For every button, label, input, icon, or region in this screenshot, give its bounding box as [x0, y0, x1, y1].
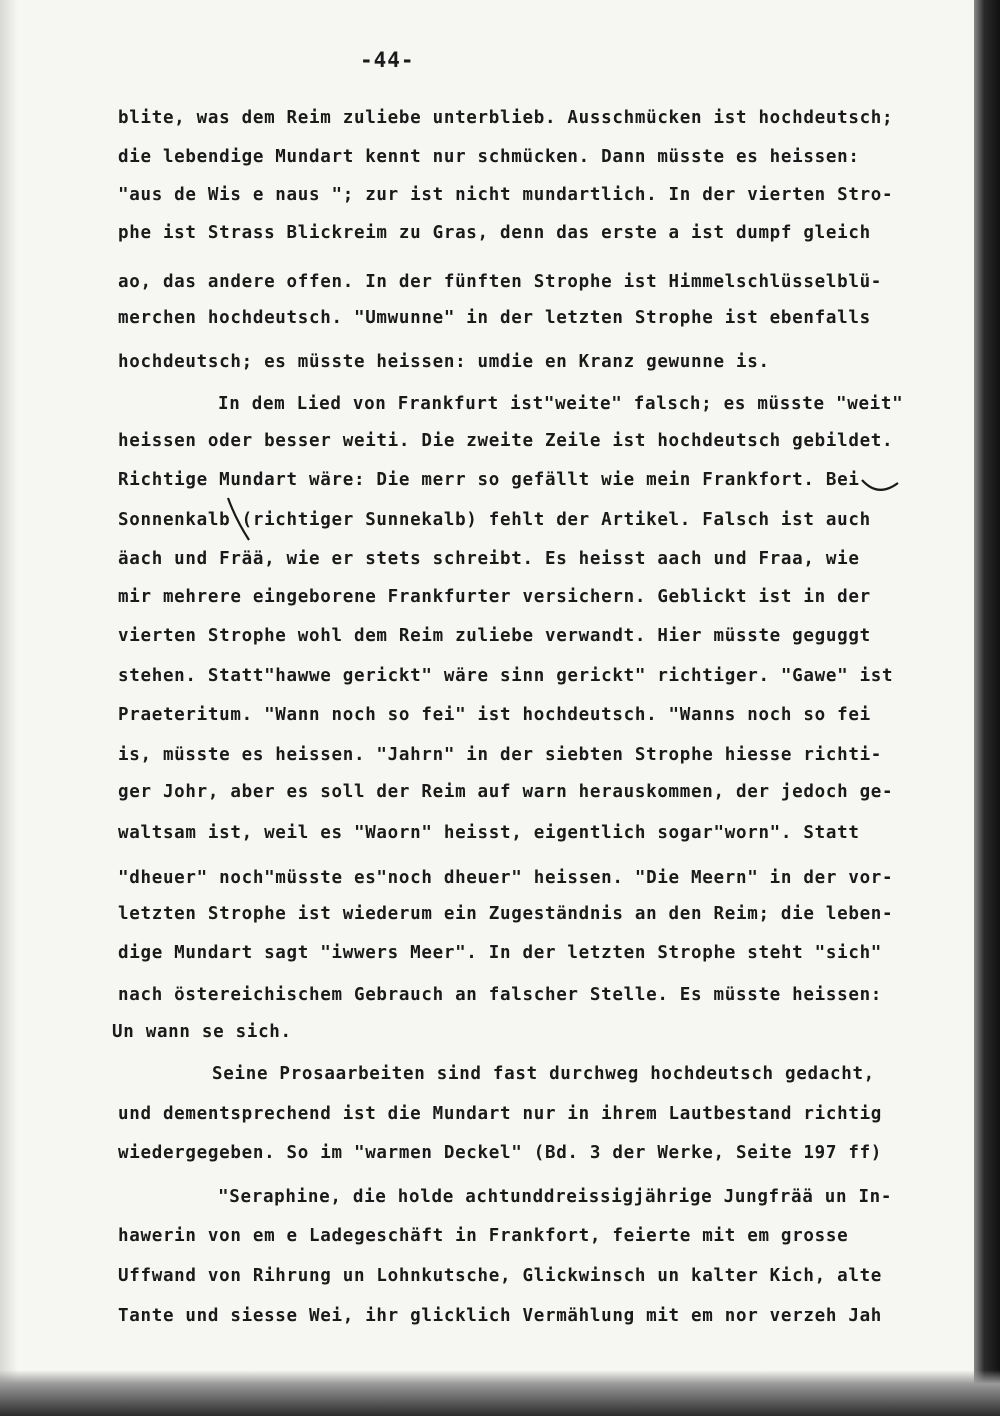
- text-line: is, müsste es heissen. "Jahrn" in der siebten Strophe hiesse richti-: [118, 745, 883, 765]
- text-line: blite, was dem Reim zuliebe unterblieb. Ausschmücken ist hochdeutsch;: [118, 108, 894, 128]
- text-line: In dem Lied von Frankfurt ist"weite" falsch; es müsste "weit": [218, 394, 904, 414]
- text-line: äach und Frää, wie er stets schreibt. Es heisst aach und Fraa, wie: [118, 549, 860, 569]
- text-line: die lebendige Mundart kennt nur schmücken. Dann müsste es heissen:: [118, 147, 860, 167]
- text-line: "Seraphine, die holde achtunddreissigjährige Jungfrää un In-: [218, 1187, 893, 1207]
- text-line: Richtige Mundart wäre: Die merr so gefällt wie mein Frankfort. Bei: [118, 470, 860, 490]
- text-line: Tante und siesse Wei, ihr glicklich Vermählung mit em nor verzeh Jah: [118, 1306, 883, 1326]
- text-line: letzten Strophe ist wiederum ein Zugeständnis an den Reim; die leben-: [118, 904, 894, 924]
- page-number: -44-: [360, 48, 415, 72]
- text-line: phe ist Strass Blickreim zu Gras, denn das erste a ist dumpf gleich: [118, 223, 871, 243]
- text-line: wiedergegeben. So im "warmen Deckel" (Bd. 3 der Werke, Seite 197 ff): [118, 1143, 883, 1163]
- text-line: Un wann se sich.: [112, 1022, 292, 1042]
- text-line: "dheuer" noch"müsste es"noch dheuer" heissen. "Die Meern" in der vor-: [118, 868, 894, 888]
- text-line: nach östereichischem Gebrauch an falscher Stelle. Es müsste heissen:: [118, 985, 883, 1005]
- text-line: ger Johr, aber es soll der Reim auf warn herauskommen, der jedoch ge-: [118, 782, 894, 802]
- text-line: ao, das andere offen. In der fünften Strophe ist Himmelschlüsselblü-: [118, 272, 883, 292]
- text-line: Praeteritum. "Wann noch so fei" ist hochdeutsch. "Wanns noch so fei: [118, 705, 871, 725]
- text-line: heissen oder besser weiti. Die zweite Zeile ist hochdeutsch gebildet.: [118, 431, 894, 451]
- text-line: mir mehrere eingeborene Frankfurter versichern. Geblickt ist in der: [118, 587, 871, 607]
- text-line: Uffwand von Rihrung un Lohnkutsche, Glickwinsch un kalter Kich, alte: [118, 1266, 883, 1286]
- scan-shadow-bottom: [0, 1370, 1000, 1416]
- text-line: hochdeutsch; es müsste heissen: umdie en Kranz gewunne is.: [118, 352, 770, 372]
- text-line: stehen. Statt"hawwe gerickt" wäre sinn gerickt" richtiger. "Gawe" ist: [118, 666, 894, 686]
- text-line: hawerin von em e Ladegeschäft in Frankfort, feierte mit em grosse: [118, 1226, 849, 1246]
- text-line: merchen hochdeutsch. "Umwunne" in der letzten Strophe ist ebenfalls: [118, 308, 871, 328]
- text-line: Sonnenkalb (richtiger Sunnekalb) fehlt der Artikel. Falsch ist auch: [118, 510, 871, 530]
- text-line: und dementsprechend ist die Mundart nur in ihrem Lautbestand richtig: [118, 1104, 883, 1124]
- text-line: Seine Prosaarbeiten sind fast durchweg hochdeutsch gedacht,: [212, 1064, 875, 1084]
- text-line: waltsam ist, weil es "Waorn" heisst, eigentlich sogar"worn". Statt: [118, 823, 860, 843]
- text-line: dige Mundart sagt "iwwers Meer". In der letzten Strophe steht "sich": [118, 943, 883, 963]
- text-line: "aus de Wis e naus "; zur ist nicht mundartlich. In der vierten Stro-: [118, 185, 894, 205]
- text-line: vierten Strophe wohl dem Reim zuliebe verwandt. Hier müsste geguggt: [118, 626, 871, 646]
